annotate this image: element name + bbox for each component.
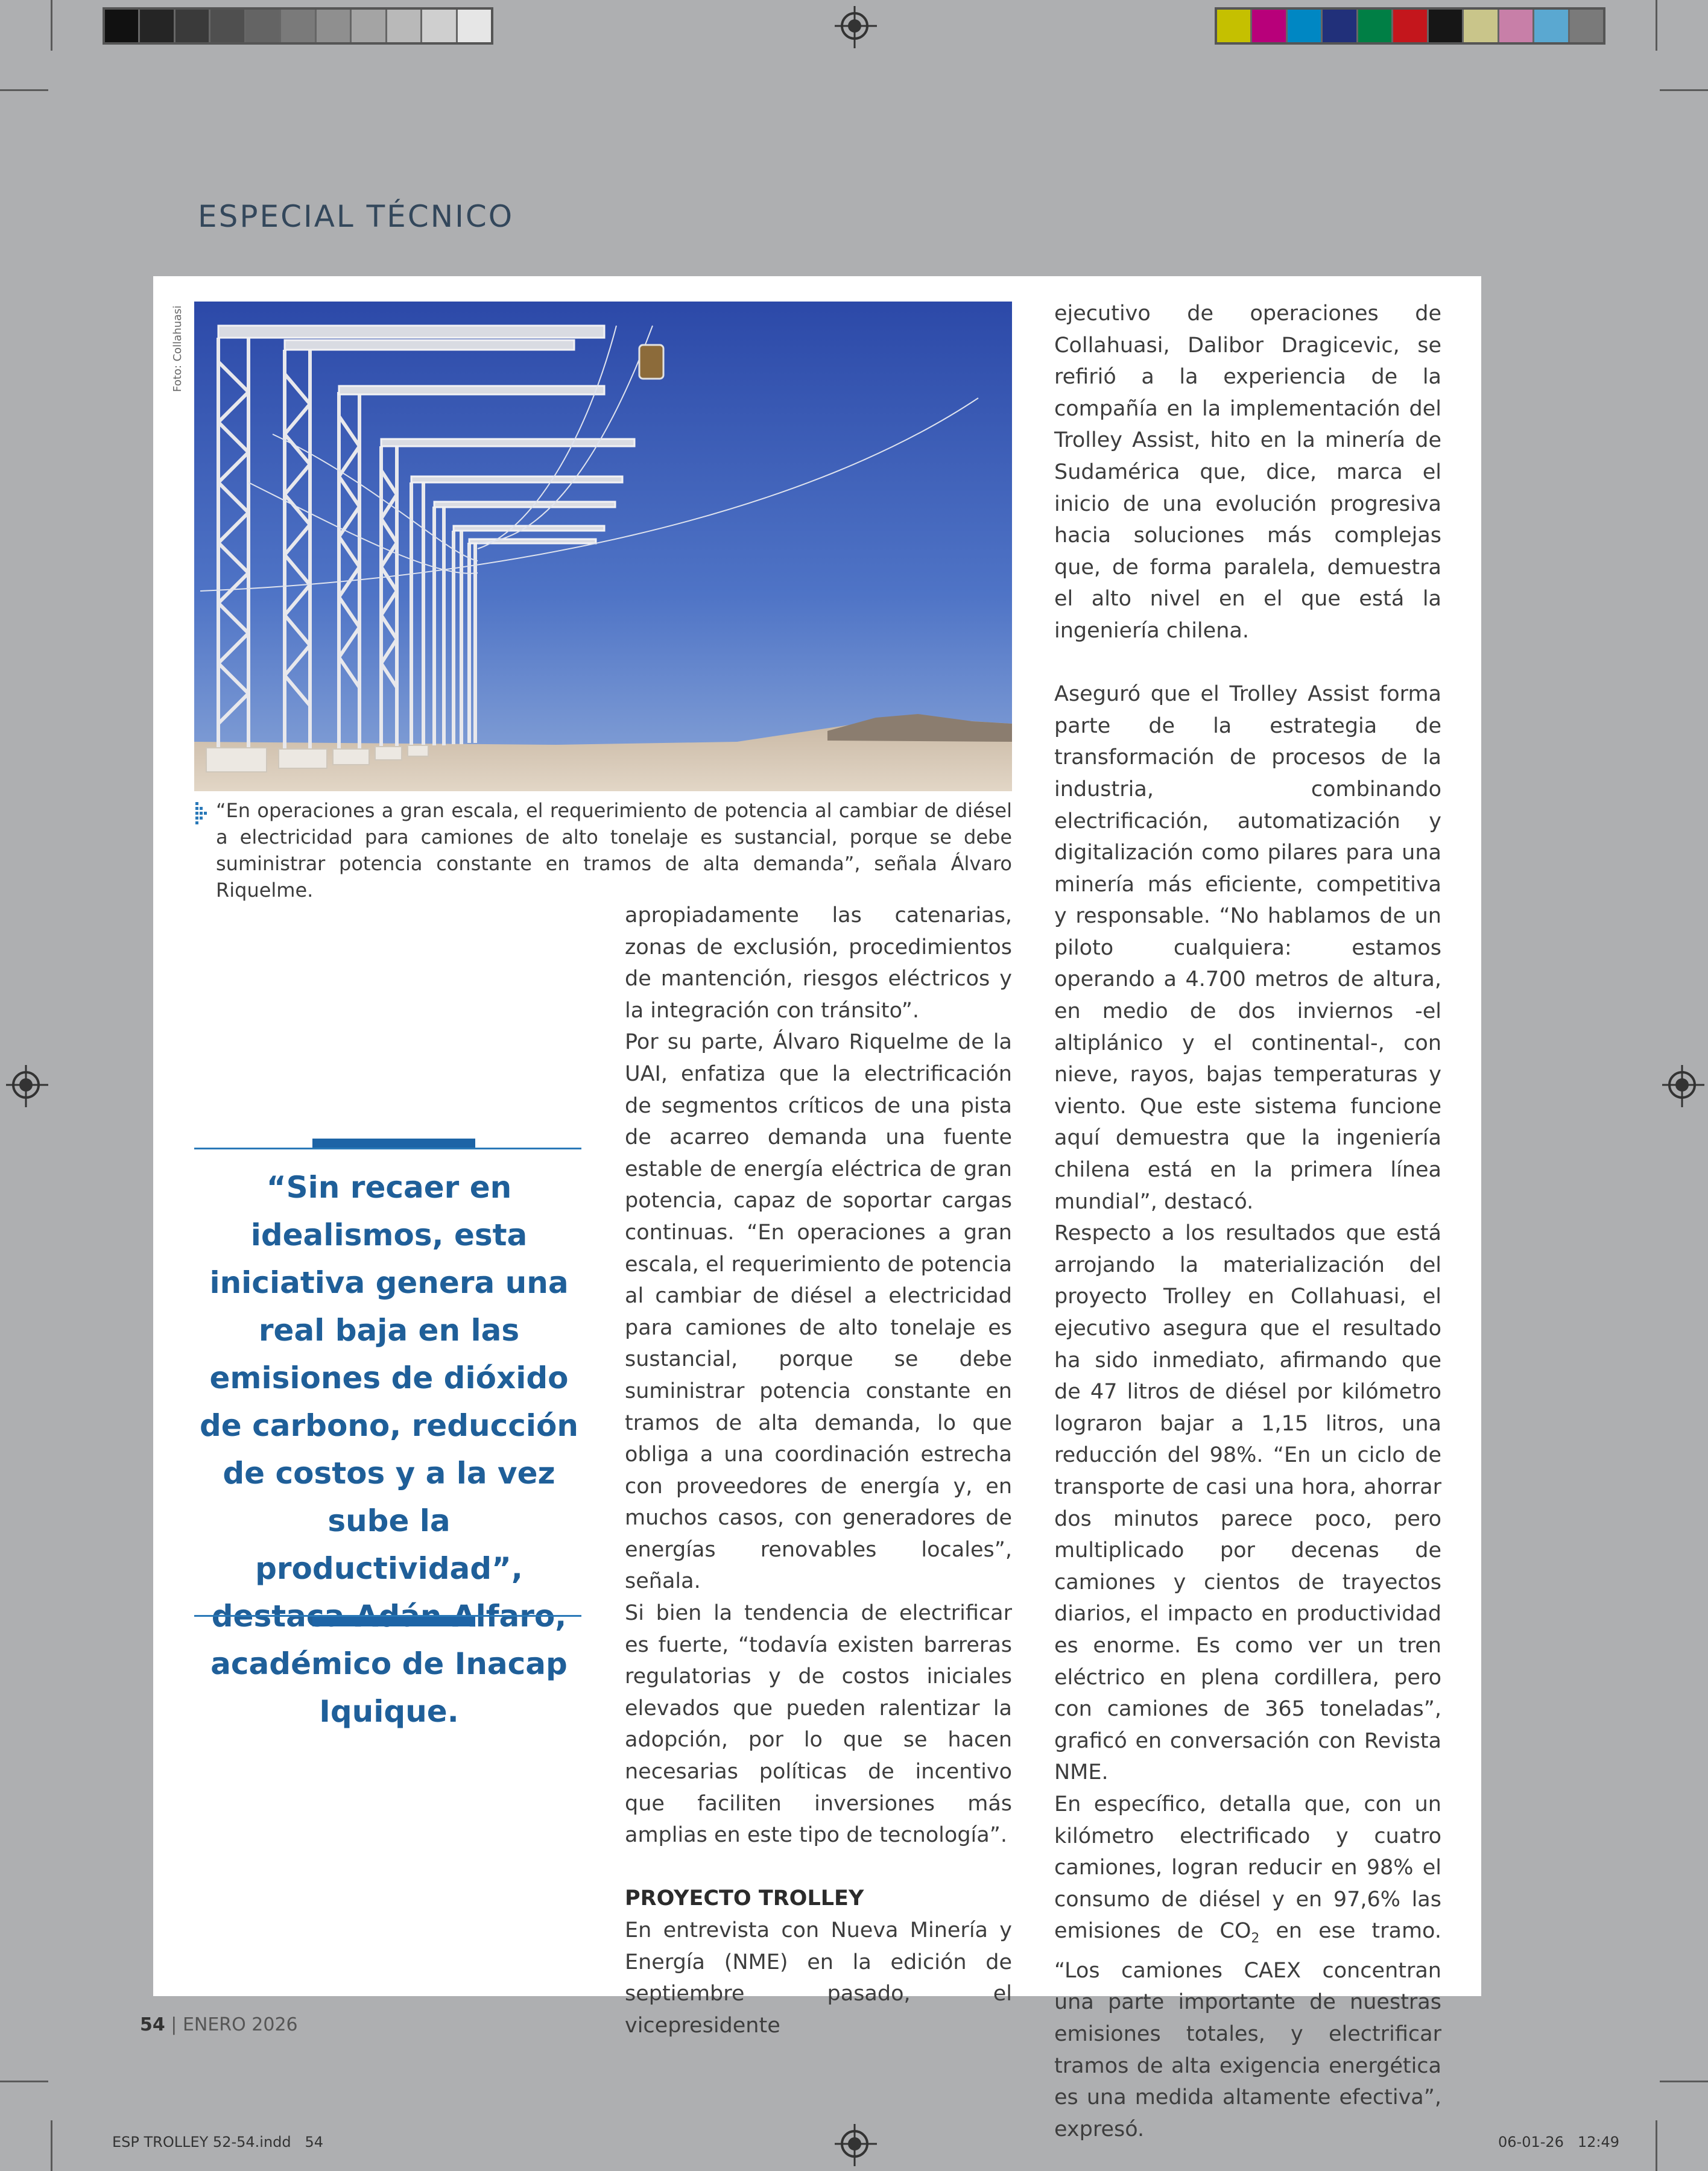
paragraph: En entrevista con Nueva Minería y Energía (NME) en la edición de septiembre pasado, el vicepresidente xyxy=(625,1918,1012,2038)
color-swatch xyxy=(105,10,140,42)
text-run: en ese tramo. “Los camiones CAEX concentran una parte importante de nuestras emisiones totales, y electrificar tramos de alta exigencia energética es una medida altamente efectiva”, expresó. xyxy=(1054,1919,1441,2141)
crop-mark xyxy=(51,2120,52,2171)
quote-rule-top xyxy=(194,1148,581,1149)
color-swatch xyxy=(246,10,281,42)
crop-mark xyxy=(1656,2120,1657,2171)
color-swatch xyxy=(1393,10,1428,42)
article-column-right xyxy=(1054,298,1441,2145)
registration-mark-top xyxy=(841,12,868,40)
color-swatch xyxy=(1499,10,1534,42)
crop-mark xyxy=(1660,2081,1708,2082)
issue-date: ENERO 2026 xyxy=(182,2014,298,2035)
section-heading: PROYECTO TROLLEY xyxy=(625,1886,864,1911)
color-swatch xyxy=(1323,10,1358,42)
color-swatch xyxy=(281,10,316,42)
paragraph: Si bien la tendencia de electrificar es fuerte, “todavía existen barreras regulatorias y de costos iniciales elevados que pueden ralentizar la adopción, por lo que se hacen necesarias políticas de incentivo que faciliten inversiones más amplias en este tipo de tecnología”. xyxy=(625,1601,1012,1848)
color-swatch xyxy=(458,10,491,42)
color-swatch xyxy=(387,10,422,42)
photo-caption: “En operaciones a gran escala, el requerimiento de potencia al cambiar de diésel a electricidad para camiones de alto tonelaje es sustancial, porque se debe suministrar potencia constante en tramos de alta demanda”, señala Álvaro Riquelme. xyxy=(216,799,1012,902)
color-swatch xyxy=(1570,10,1603,42)
paragraph: ejecutivo de operaciones de Collahuasi, Dalibor Dragicevic, se refirió a la experiencia de la compañía en la implementación del Trolley Assist, hito en la minería de Sudamérica que, dice, marca el inicio de una evolución progresiva hacia soluciones más complejas que, de forma paralela, demuestra el alto nivel en el que está la ingeniería chilena. xyxy=(1054,302,1441,643)
color-swatch xyxy=(1358,10,1393,42)
color-swatch xyxy=(210,10,245,42)
spacer xyxy=(1054,647,1441,679)
color-swatch xyxy=(140,10,175,42)
quote-accent-bar-top xyxy=(312,1139,475,1148)
color-swatch xyxy=(1217,10,1252,42)
color-swatch xyxy=(352,10,387,42)
paragraph: Respecto a los resultados que está arrojando la materialización del proyecto Trolley en Collahuasi, el ejecutivo asegura que el resultado ha sido inmediato, afirmando que de 47 litros de diésel por kilómetro lograron bajar a 1,15 litros, una reducción del 98%. “En un ciclo de transporte de casi una hora, ahorrar dos minutos parece poco, pero multiplicado por decenas de camiones y cientos de trayectos diarios, el impacto en productividad es enorme. Es como ver un tren eléctrico en plena cordillera, pero con camiones de 365 toneladas”, graficó en conversación con Revista NME. xyxy=(1054,1221,1441,1785)
slug-file-name: ESP TROLLEY 52-54.indd 54 xyxy=(112,2134,324,2150)
color-swatch xyxy=(1252,10,1287,42)
paragraph xyxy=(1054,1789,1441,2146)
crop-mark xyxy=(1656,0,1657,51)
color-swatch xyxy=(317,10,352,42)
grayscale-color-bar xyxy=(103,7,493,45)
spacer xyxy=(625,1851,1012,1883)
pull-quote: “Sin recaer en idealismos, esta iniciativa genera una real baja en las emisiones de dióxido de carbono, reducción de costos y a la vez sube la productividad”, destaca Alfaro, académico de Inacap Iquique. xyxy=(200,1170,578,1729)
photo-credit-text: Foto: Collahuasi xyxy=(171,305,184,392)
page-folio xyxy=(140,2014,298,2035)
process-color-bar xyxy=(1215,7,1605,45)
crop-mark xyxy=(51,0,52,51)
color-swatch xyxy=(422,10,457,42)
registration-mark-right xyxy=(1668,1071,1696,1099)
crop-mark xyxy=(0,89,48,91)
paragraph: apropiadamente las catenarias, zonas de exclusión, procedimientos de mantención, riesgos eléctricos y la integración con tránsito”. xyxy=(625,903,1012,1023)
page-number: 54 xyxy=(140,2014,165,2035)
color-swatch xyxy=(1534,10,1569,42)
color-swatch xyxy=(176,10,210,42)
quote-accent-bar-bottom xyxy=(312,1617,475,1626)
slug-timestamp: 06-01-26 12:49 xyxy=(1498,2134,1619,2150)
photo-credit xyxy=(171,302,195,398)
trolley-catenary-photo xyxy=(194,302,1012,791)
article-column-middle xyxy=(625,900,1012,2041)
crop-mark xyxy=(1660,89,1708,91)
caption-arrow-icon xyxy=(195,802,209,829)
text-run: En específico, detalla que, con un kilómetro electrificado y cuatro camiones, logran reducir en 98% el consumo de diésel y en 97,6% las emisiones de CO xyxy=(1054,1792,1441,1944)
color-swatch xyxy=(1429,10,1464,42)
color-swatch xyxy=(1464,10,1499,42)
color-swatch xyxy=(1288,10,1323,42)
registration-mark-bottom xyxy=(841,2130,868,2158)
subscript: 2 xyxy=(1251,1931,1260,1947)
folio-separator: | xyxy=(165,2014,183,2035)
paragraph: Por su parte, Álvaro Riquelme de la UAI, enfatiza que la electrificación de segmentos críticos de una pista de acarreo demanda una fuente estable de energía eléctrica de gran potencia, capaz de soportar cargas continuas. “En operaciones a gran escala, el requerimiento de potencia al cambiar de diésel a electricidad para camiones de alto tonelaje es sustancial, porque se debe suministrar potencia constante en tramos de alta demanda, lo que obliga a una coordinación estrecha con proveedores de energía y, en muchos casos, con generadores de energías renovables locales”, señala. xyxy=(625,1030,1012,1594)
crop-mark xyxy=(0,2081,48,2082)
paragraph: Aseguró que el Trolley Assist forma parte de la estrategia de transformación de procesos de la industria, combinando electrificación, automatización y digitalización como pilares para una minería más eficiente, competitiva y responsable. “No hablamos de un piloto cualquiera: estamos operando a 4.700 metros de altura, en medio de dos inviernos -el altiplánico y el continental-, con nieve, rayos, bajas temperaturas y viento. Que este sistema funcione aquí demuestra que la ingeniería chilena está en la primera línea mundial”, destacó. xyxy=(1054,682,1441,1214)
registration-mark-left xyxy=(12,1071,40,1099)
section-title: ESPECIAL TÉCNICO xyxy=(198,199,514,234)
